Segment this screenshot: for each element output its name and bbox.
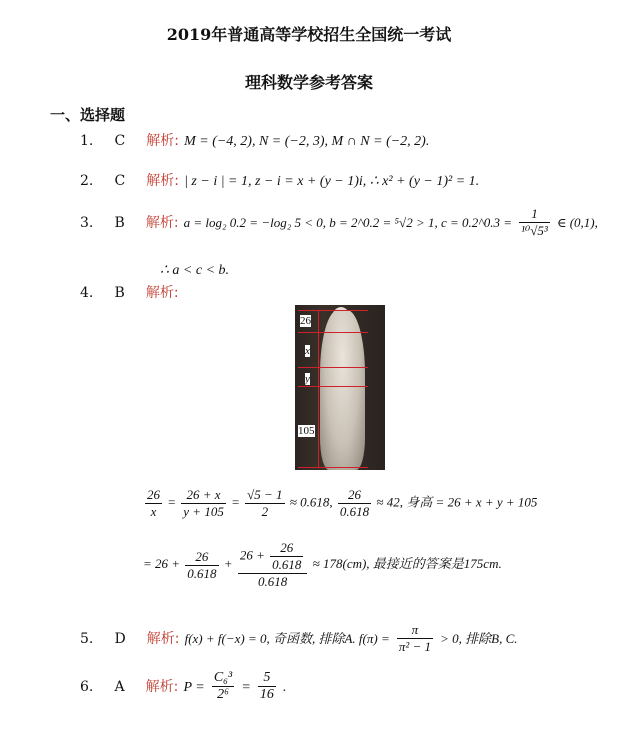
- equals: =: [241, 680, 251, 695]
- analysis-label: 解析:: [145, 215, 179, 231]
- question-answer: C: [114, 133, 126, 149]
- equals: =: [231, 494, 240, 510]
- question-number: 2.: [80, 173, 94, 189]
- analysis-text: | z − i | = 1, z − i = x + (y − 1)i, ∴ x² + (y − 1)² = 1.: [184, 174, 480, 189]
- numerator: C₆³: [213, 670, 233, 685]
- analysis-label: 解析:: [145, 285, 179, 301]
- equals: =: [167, 494, 177, 510]
- denominator: 0.618: [339, 504, 370, 519]
- question-6: [80, 670, 286, 703]
- measurement-label: x: [305, 345, 310, 357]
- numerator: [238, 540, 308, 574]
- measurement-tick: [298, 467, 368, 468]
- fraction: [338, 487, 371, 520]
- statue-figure: [295, 305, 385, 470]
- question-answer: D: [114, 631, 126, 647]
- fraction: [145, 487, 162, 520]
- question-answer: A: [114, 679, 125, 695]
- measurement-label: y: [305, 373, 310, 385]
- measurement-label: 26: [300, 315, 311, 327]
- question-2: [80, 170, 479, 190]
- denominator: ¹⁰√5³: [521, 223, 548, 238]
- measurement-label: 105: [298, 425, 315, 437]
- fraction: [258, 670, 276, 703]
- analysis-tail: .: [282, 680, 287, 695]
- denominator: 2: [261, 504, 269, 519]
- fraction: [245, 487, 284, 520]
- approximation: ≈ 42, 身高 = 26 + x + y + 105: [376, 494, 538, 510]
- denominator: 16: [259, 687, 274, 702]
- measurement-tick: [298, 367, 368, 368]
- numerator: √5 − 1: [247, 487, 283, 502]
- denominator: x: [150, 504, 157, 519]
- denominator: 2⁶: [217, 687, 229, 702]
- analysis-label: 解析:: [145, 679, 179, 695]
- question-number: 5.: [80, 631, 94, 647]
- analysis-text: a = log₂ 0.2 = −log₂ 5 < 0, b = 2^0.2 = ⁵√2 > 1, c = 0.2^0.3 =: [183, 215, 513, 230]
- question-1: [80, 130, 429, 150]
- question-4: [80, 282, 179, 302]
- document-subtitle: 理科数学参考答案: [244, 73, 373, 92]
- fraction: [185, 549, 218, 582]
- inner-fraction: [270, 540, 303, 573]
- numerator: 26: [147, 487, 160, 502]
- compound-fraction: [238, 540, 308, 590]
- document-title: 2019年普通高等学校招生全国统一考试: [166, 25, 452, 44]
- denominator: y + 105: [183, 504, 224, 519]
- question-3: [80, 206, 598, 239]
- numerator: 5: [258, 670, 276, 687]
- fraction: [397, 622, 433, 655]
- question-number: 6.: [80, 679, 94, 695]
- measurement-tick: [298, 332, 368, 333]
- analysis-label: 解析:: [146, 133, 179, 149]
- analysis-text: f(x) + f(−x) = 0, 奇函数, 排除A. f(π) =: [184, 631, 390, 646]
- analysis-tail: > 0, 排除B, C.: [440, 631, 518, 646]
- question-answer: C: [114, 173, 126, 189]
- denominator: 0.618: [187, 565, 217, 581]
- question-5: [80, 622, 518, 655]
- question-number: 3.: [80, 215, 94, 231]
- denominator: 0.618: [257, 574, 288, 589]
- question-3-conclusion: ∴ a < c < b.: [160, 263, 230, 278]
- question-answer: B: [114, 215, 125, 231]
- question-number: 1.: [80, 133, 94, 149]
- measurement-tick: [298, 386, 368, 387]
- question-answer: B: [114, 285, 125, 301]
- numerator: π: [397, 622, 433, 639]
- denominator: π² − 1: [398, 639, 432, 654]
- statue-body: [320, 310, 365, 470]
- q4-solution-line-1: [143, 487, 537, 520]
- analysis-text: P =: [183, 680, 205, 695]
- plus: +: [223, 555, 233, 571]
- analysis-text: M = (−4, 2), N = (−2, 3), M ∩ N = (−2, 2).: [184, 134, 430, 149]
- approximation: ≈ 0.618,: [289, 494, 333, 510]
- analysis-tail: ∈ (0,1),: [556, 215, 598, 230]
- numerator: 26: [338, 487, 371, 504]
- fraction: [519, 206, 550, 239]
- analysis-label: 解析:: [146, 173, 179, 189]
- numerator: 26: [270, 540, 303, 557]
- analysis-label: 解析:: [146, 631, 180, 647]
- fraction: [212, 670, 234, 703]
- denominator: 0.618: [272, 557, 302, 572]
- section-title: 一、选择题: [50, 106, 126, 124]
- numerator: 26 + x: [181, 487, 226, 504]
- question-number: 4.: [80, 285, 94, 301]
- measurement-line-vertical: [318, 310, 319, 468]
- fraction: [181, 487, 226, 520]
- conclusion: ≈ 178(cm), 最接近的答案是175cm.: [312, 555, 502, 571]
- numerator-head: 26 +: [239, 547, 265, 563]
- measurement-tick: [298, 310, 368, 311]
- q4-solution-line-2: [143, 540, 502, 590]
- numerator: 1: [519, 206, 550, 223]
- numerator: 26: [185, 549, 218, 566]
- expression-start: = 26 +: [143, 555, 181, 571]
